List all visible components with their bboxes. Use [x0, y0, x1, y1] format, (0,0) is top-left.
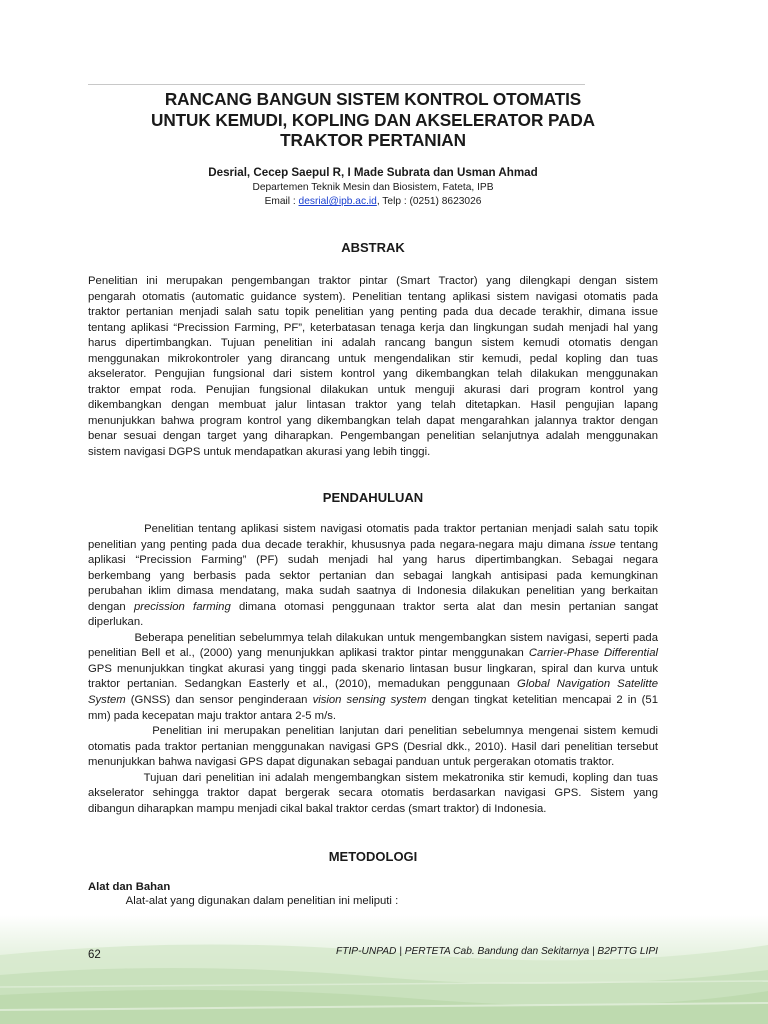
intro-line — [88, 740, 658, 756]
intro-heading: PENDAHULUAN — [322, 490, 424, 505]
intro-text: mm) pada kecepatan maju traktor antara 2-5 m/s. — [88, 709, 337, 722]
phone-text: , Telp : (0251) 8623026 — [376, 196, 482, 207]
intro-line — [88, 569, 658, 585]
intro-line — [88, 553, 658, 569]
intro-text: aplikasi “Precission Farming” (PF) sudah menjadi hal yang harus dipertimbangkan. Sebagai negara — [88, 554, 658, 567]
intro-text: menunjukkan bahwa navigasi GPS dapat digunakan sebagai panduan untuk pergerakan otomatis traktor. — [88, 756, 615, 769]
abstract-line: menggunakan mikrokontroler yang dirancang untuk mengendalikan stir kemudi, pedal kopling dan tuas — [88, 352, 658, 365]
contact-line — [88, 195, 658, 208]
method-intro-line — [88, 894, 658, 910]
italic-term: Global Navigation Satelitte — [517, 678, 658, 691]
italic-term: vision sensing system — [312, 694, 427, 707]
intro-line — [88, 646, 658, 662]
abstract-line: traktor empat roda. Penujian fungsional dilakukan untuk menguji akurasi dari program kontrol yang — [88, 383, 658, 396]
italic-term: System — [88, 694, 126, 707]
intro-line — [88, 693, 658, 709]
italic-term: issue — [589, 538, 616, 551]
intro-line — [88, 755, 658, 771]
title-line: RANCANG BANGUN SISTEM KONTROL OTOMATIS — [164, 89, 582, 109]
intro-text: berkembang yang berbasis pada sektor pertanian dan sebagai langkah antisipasi pada kemungkinan — [88, 569, 658, 582]
intro-text: tentang — [615, 538, 658, 551]
intro-text: Tujuan dari penelitian ini adalah mengembangkan sistem mekatronika stir kemudi, kopling dan tuas — [88, 771, 658, 784]
intro-text: GPS menunjukkan tingkat akurasi yang tinggi pada skenario lintasan busur lingkaran, spiral dan kurva untuk — [88, 662, 658, 675]
intro-text: (GNSS) dan sensor penginderaan — [125, 694, 313, 707]
intro-text: Penelitian ini merupakan penelitian lanjutan dari penelitian sebelumnya mengenai sistem kemudi — [88, 725, 658, 738]
title-line: UNTUK KEMUDI, KOPLING DAN AKSELERATOR PADA — [151, 109, 595, 130]
intro-text: traktor pertanian. Sedangkan Easterly et al., (2010), memadukan penggunaan — [88, 678, 518, 691]
intro-paragraphs — [88, 522, 658, 817]
intro-line — [88, 615, 658, 631]
abstract-line: traktor pertanian menjadi salah satu topik penelitian yang penting pada dua decade terakhir, dimana issue — [88, 306, 658, 319]
intro-text: penelitian yang penting pada dua decade terakhir, khususnya pada negara-negara maju dimana — [88, 538, 590, 551]
intro-text: dibangun diharapkan mampu menjadi cikal bakal traktor cerdas (smart traktor) di Indonesia. — [88, 802, 547, 815]
footer-decoration — [0, 915, 768, 1024]
intro-line — [88, 709, 658, 725]
intro-line — [88, 538, 658, 554]
intro-text: diperlukan. — [88, 616, 144, 629]
intro-line — [88, 600, 658, 616]
intro-text: Penelitian tentang aplikasi sistem navigasi otomatis pada traktor pertanian menjadi salah satu topik — [88, 523, 658, 535]
paper-title — [88, 89, 658, 151]
top-rule — [88, 84, 585, 85]
intro-line — [88, 677, 658, 693]
intro-text: akselerator sehingga traktor dapat bergerak secara otomatis berdasarkan navigasi GPS. Sistem yang — [88, 787, 658, 800]
intro-line — [88, 584, 658, 600]
italic-term: Carrier-Phase Differential — [528, 647, 658, 660]
abstract-body — [88, 274, 658, 461]
title-line: TRAKTOR PERTANIAN — [280, 130, 466, 150]
abstract-line: harus dipertimbangkan. Tujuan penelitian ini adalah rancang bangun sistem kemudi otomatis dengan — [88, 337, 658, 350]
intro-line — [88, 662, 658, 678]
italic-term: precission farming — [133, 600, 231, 613]
abstract-line: akselerator. Pengujian fungsional dari sistem kontrol yang dikembangkan telah dilakukan menggunakan — [88, 368, 658, 381]
email-label: Email : — [264, 196, 299, 207]
footer-text: FTIP-UNPAD | PERTETA Cab. Bandung dan Sekitarnya | B2PTTG LIPI — [336, 946, 658, 957]
intro-line — [88, 631, 658, 647]
intro-text: perubahan iklim dimasa mendatang, maka sudah saatnya di Indonesia dilakukan penelitian yang berkaitan — [88, 585, 658, 598]
intro-line — [88, 786, 658, 802]
intro-line — [88, 802, 658, 818]
intro-text: dengan — [88, 600, 134, 613]
abstract-line: benar sesuai dengan target yang diharapkan. Pengembangan penelitian selanjutnya adalah menggunakan — [88, 430, 658, 443]
subsection-heading: Alat dan Bahan — [88, 881, 171, 893]
abstract-line: Penelitian ini merupakan pengembangan traktor pintar (Smart Tractor) yang dilengkapi dengan sistem — [88, 275, 658, 287]
intro-text: penelitian Bell et al., (2000) yang menunjukkan aplikasi traktor pintar menggunakan — [88, 647, 529, 660]
method-heading: METODOLOGI — [328, 849, 418, 864]
intro-text: dimana otomasi penggunaan traktor serta alat dan mesin pertanian sangat — [230, 600, 658, 613]
intro-line — [88, 771, 658, 787]
abstract-line: menunjukkan bahwa program kontrol yang dikembangkan telah dapat mengarahkan jalannya traktor dengan — [88, 414, 658, 427]
intro-line — [88, 522, 658, 538]
abstract-line: pengarah otomatis (automatic guidance system). Penelitian tentang aplikasi sistem navigasi otomatis pada — [88, 290, 658, 303]
field-illustration — [0, 915, 768, 1024]
intro-text: otomatis pada traktor pertanian menggunakan navigasi GPS (Desrial dkk., 2010). Hasil dari penelitian tersebut — [88, 740, 658, 753]
intro-text: Beberapa penelitian sebelummya telah dilakukan untuk mengembangkan sistem navigasi, seperti pada — [88, 631, 658, 644]
abstract-line: tentang aplikasi “Precission Farming, PF”, keterbatasan tenaga kerja dan lingkungan sudah menjadi hal yang — [88, 321, 658, 334]
authors: Desrial, Cecep Saepul R, I Made Subrata dan Usman Ahmad — [208, 166, 538, 179]
abstract-line: dikembangkan dengan membuat jalur lintasan traktor yang telah ditetapkan. Hasil pengujian lapang — [88, 399, 658, 412]
method-line: Alat-alat yang digunakan dalam penelitian ini meliputi : — [88, 895, 399, 907]
abstract-heading: ABSTRAK — [341, 240, 405, 255]
intro-text: dengan tingkat ketelitian mencapai 2 in (51 — [426, 694, 658, 707]
affiliation: Departemen Teknik Mesin dan Biosistem, Fateta, IPB — [252, 182, 494, 193]
page-number: 62 — [88, 949, 101, 961]
abstract-line: sistem navigasi DGPS untuk mendapatkan akurasi yang lebih tinggi. — [88, 446, 431, 459]
email-link[interactable]: desrial@ipb.ac.id — [298, 196, 377, 207]
intro-line — [88, 724, 658, 740]
